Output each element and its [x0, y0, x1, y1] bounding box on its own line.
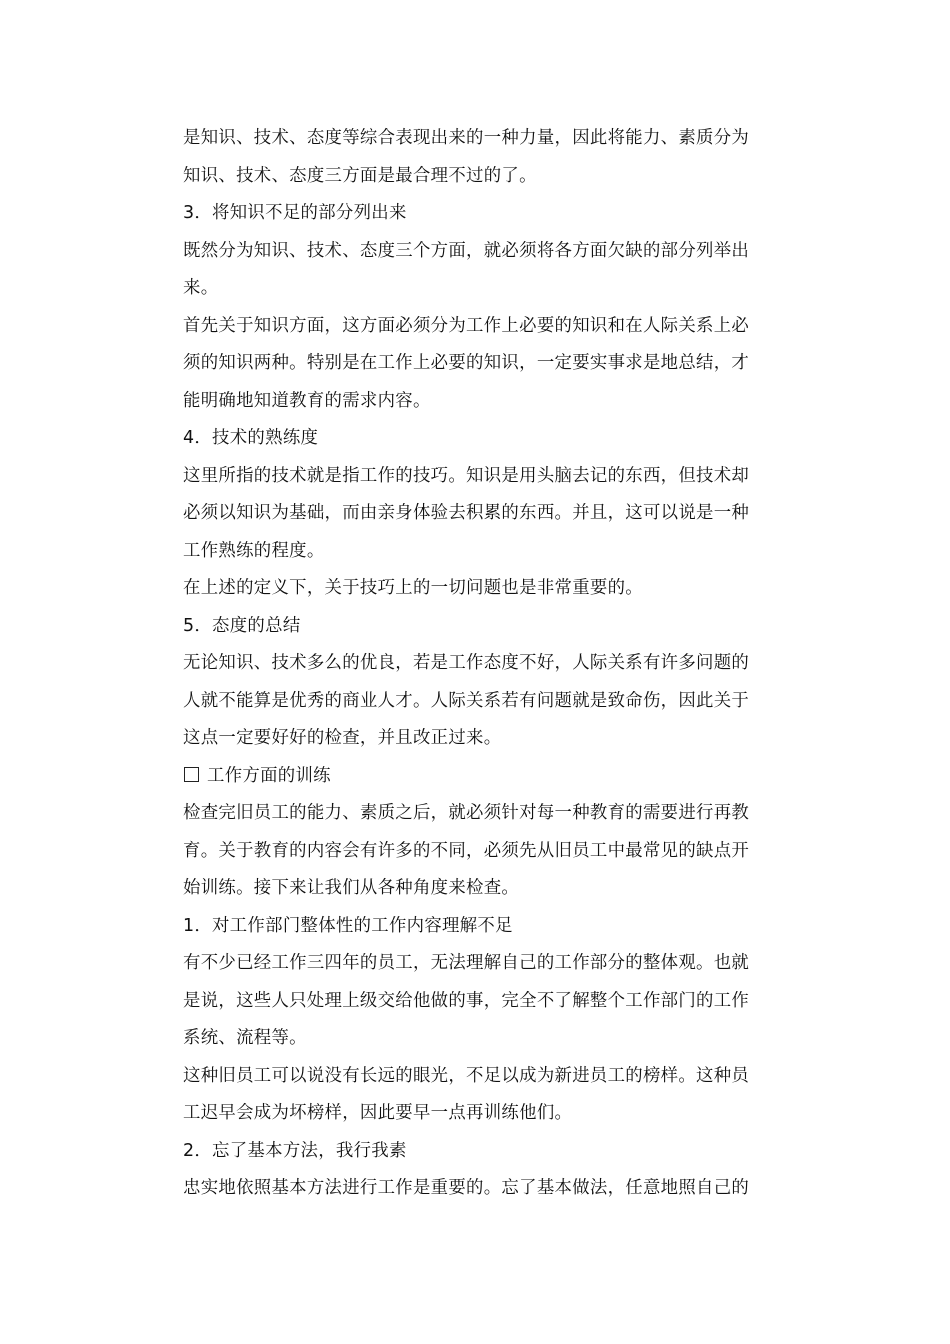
document-page: [183, 120, 798, 1208]
body-text: 系统、流程等。: [183, 1028, 307, 1048]
body-text: 忠实地依照基本方法进行工作是重要的。忘了基本做法，任意地照自己的: [183, 1178, 750, 1198]
body-text: 必须以知识为基础，而由亲身体验去积累的东西。并且，这可以说是一种: [183, 503, 750, 523]
section-heading: 5．态度的总结: [183, 615, 301, 636]
body-text: 检查完旧员工的能力、素质之后，就必须针对每一种教育的需要进行再教: [183, 803, 750, 823]
body-text: 知识、技术、态度三方面是最合理不过的了。: [183, 165, 537, 186]
section-heading: 4．技术的熟练度: [183, 428, 319, 448]
body-text: 这种旧员工可以说没有长远的眼光，不足以成为新进员工的榜样。这种员: [183, 1065, 750, 1086]
section-heading: 1．对工作部门整体性的工作内容理解不足: [183, 915, 513, 936]
section-heading: 2．忘了基本方法，我行我素: [183, 1140, 407, 1161]
body-text: 来。: [183, 278, 219, 298]
body-text: 无论知识、技术多么的优良，若是工作态度不好，人际关系有许多问题的: [183, 653, 750, 673]
body-text: 是说，这些人只处理上级交给他做的事，完全不了解整个工作部门的工作: [183, 990, 750, 1011]
body-text: 工作熟练的程度。: [183, 540, 325, 561]
body-text: 既然分为知识、技术、态度三个方面，就必须将各方面欠缺的部分列举出: [183, 240, 750, 261]
body-text: 这点一定要好好的检查，并且改正过来。: [183, 728, 502, 748]
section-heading: 3．将知识不足的部分列出来: [183, 203, 407, 223]
body-text: 这里所指的技术就是指工作的技巧。知识是用头脑去记的东西，但技术却: [183, 465, 750, 486]
body-text: 工迟早会成为坏榜样，因此要早一点再训练他们。: [183, 1103, 573, 1123]
body-text: 始训练。接下来让我们从各种角度来检查。: [183, 878, 520, 898]
body-text: 首先关于知识方面，这方面必须分为工作上必要的知识和在人际关系上必: [183, 315, 750, 336]
body-text: 能明确地知道教育的需求内容。: [183, 390, 431, 411]
subsection-heading: [183, 758, 798, 796]
body-text: 有不少已经工作三四年的员工，无法理解自己的工作部分的整体观。也就: [183, 953, 750, 973]
body-text: 在上述的定义下，关于技巧上的一切问题也是非常重要的。: [183, 578, 643, 598]
body-text: 人就不能算是优秀的商业人才。人际关系若有问题就是致命伤，因此关于: [183, 690, 750, 711]
checkbox-icon: [184, 767, 199, 782]
body-text: 是知识、技术、态度等综合表现出来的一种力量，因此将能力、素质分为: [183, 128, 750, 148]
body-text: 育。关于教育的内容会有许多的不同，必须先从旧员工中最常见的缺点开: [183, 840, 750, 861]
body-text: 须的知识两种。特别是在工作上必要的知识，一定要实事求是地总结，才: [183, 353, 750, 373]
subsection-heading-text: 工作方面的训练: [207, 765, 331, 786]
